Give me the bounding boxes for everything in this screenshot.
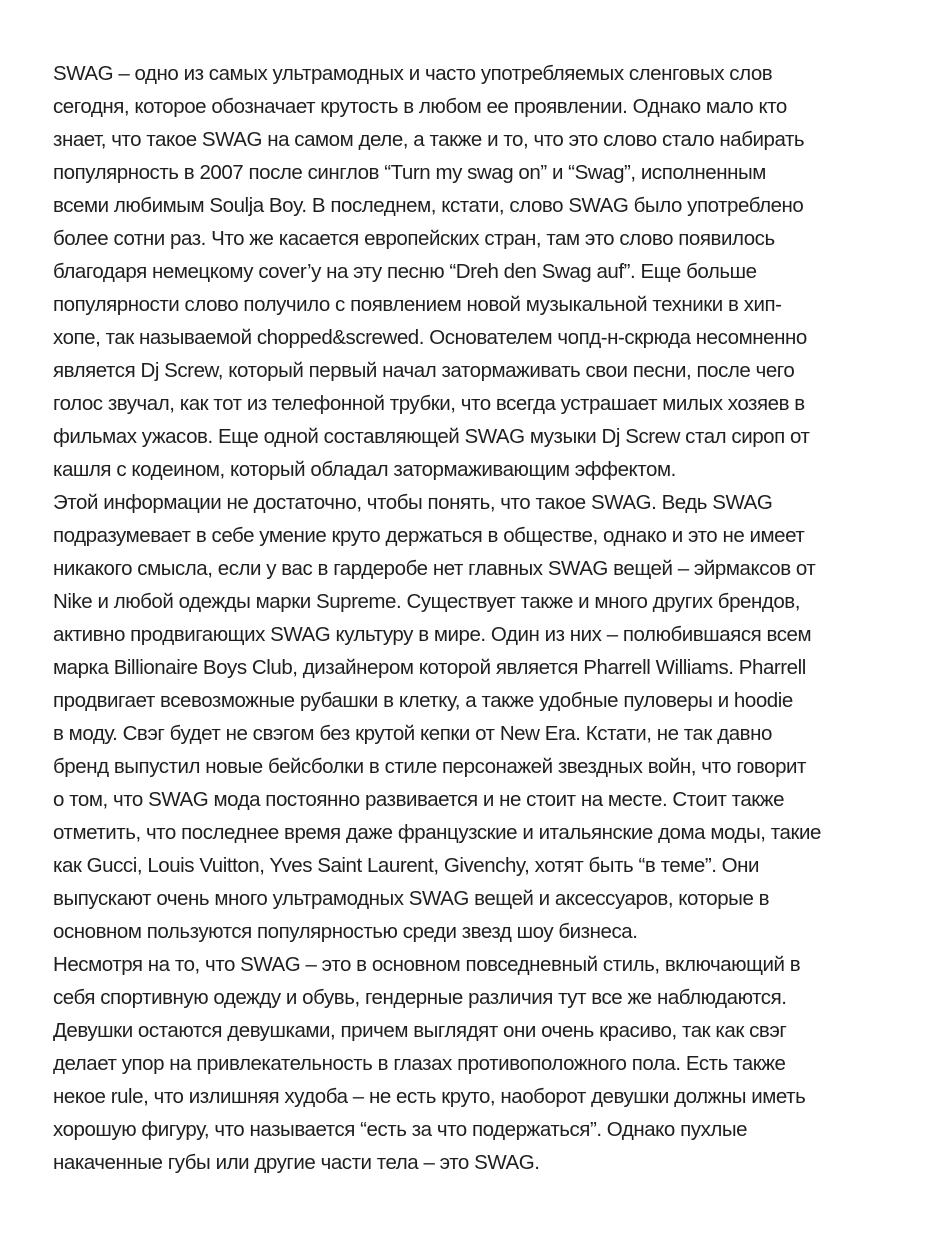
text-line: Nike и любой одежды марки Supreme. Существует также и много других брендов,: [53, 590, 800, 613]
text-line: в моду. Свэг будет не свэгом без крутой кепки от New Era. Кстати, не так давно: [53, 722, 772, 745]
text-line: фильмах ужасов. Еще одной составляющей SWAG музыки Dj Screw стал сироп от: [53, 425, 810, 448]
text-line: хопе, так называемой chopped&screwed. Основателем чопд-н-скрюда несомненно: [53, 326, 807, 349]
text-line: знает, что такое SWAG на самом деле, а также и то, что это слово стало набирать: [53, 128, 805, 151]
text-line: отметить, что последнее время даже французские и итальянские дома моды, такие: [53, 821, 821, 844]
text-line: продвигает всевозможные рубашки в клетку, а также удобные пуловеры и hoodie: [53, 689, 793, 712]
text-line: никакого смысла, если у вас в гардеробе нет главных SWAG вещей – эйрмаксов от: [53, 557, 816, 580]
text-line: активно продвигающих SWAG культуру в мире. Один из них – полюбившаяся всем: [53, 623, 812, 646]
text-line: выпускают очень много ультрамодных SWAG вещей и аксессуаров, которые в: [53, 887, 770, 910]
text-line: бренд выпустил новые бейсболки в стиле персонажей звездных войн, что говорит: [53, 755, 806, 778]
text-line: как Gucci, Louis Vuitton, Yves Saint Laurent, Givenchy, хотят быть “в теме”. Они: [53, 854, 760, 877]
text-line: о том, что SWAG мода постоянно развивается и не стоит на месте. Стоит также: [53, 788, 785, 811]
text-line: популярности слово получило с появлением новой музыкальной техники в хип-: [53, 293, 782, 316]
text-line: SWAG – одно из самых ультрамодных и часто употребляемых сленговых слов: [53, 62, 773, 85]
text-line: сегодня, которое обозначает крутость в любом ее проявлении. Однако мало кто: [53, 95, 787, 118]
text-line: популярность в 2007 после синглов “Turn my swag on” и “Swag”, исполненным: [53, 161, 766, 184]
text-line: хорошую фигуру, что называется “есть за что подержаться”. Однако пухлые: [53, 1118, 748, 1141]
text-line: всеми любимым Soulja Boy. В последнем, кстати, слово SWAG было употреблено: [53, 194, 804, 217]
text-line: благодаря немецкому cover’у на эту песню “Dreh den Swag auf”. Еще больше: [53, 260, 757, 283]
paragraph-3: [53, 948, 933, 1179]
text-line: себя спортивную одежду и обувь, гендерные различия тут все же наблюдаются.: [53, 986, 787, 1009]
paragraph-2: [53, 486, 933, 948]
text-line: голос звучал, как тот из телефонной трубки, что всегда устрашает милых хозяев в: [53, 392, 805, 415]
text-line: некое rule, что излишняя худоба – не есть круто, наоборот девушки должны иметь: [53, 1085, 806, 1108]
text-line: подразумевает в себе умение круто держаться в обществе, однако и это не имеет: [53, 524, 805, 547]
paragraph-1: [53, 57, 933, 486]
text-line: является Dj Screw, который первый начал затормаживать свои песни, после чего: [53, 359, 795, 382]
text-line: накаченные губы или другие части тела – это SWAG.: [53, 1151, 540, 1174]
text-line: Девушки остаются девушками, причем выглядят они очень красиво, так как свэг: [53, 1019, 787, 1042]
text-line: марка Billionaire Boys Club, дизайнером которой является Pharrell Williams. Pharrell: [53, 656, 806, 679]
text-line: основном пользуются популярностью среди звезд шоу бизнеса.: [53, 920, 638, 943]
text-line: кашля с кодеином, который обладал затормаживающим эффектом.: [53, 458, 676, 481]
text-line: делает упор на привлекательность в глазах противоположного пола. Есть также: [53, 1052, 786, 1075]
text-line: Несмотря на то, что SWAG – это в основном повседневный стиль, включающий в: [53, 953, 801, 976]
document-body: [53, 57, 933, 1179]
text-line: Этой информации не достаточно, чтобы понять, что такое SWAG. Ведь SWAG: [53, 491, 773, 514]
text-line: более сотни раз. Что же касается европейских стран, там это слово появилось: [53, 227, 775, 250]
